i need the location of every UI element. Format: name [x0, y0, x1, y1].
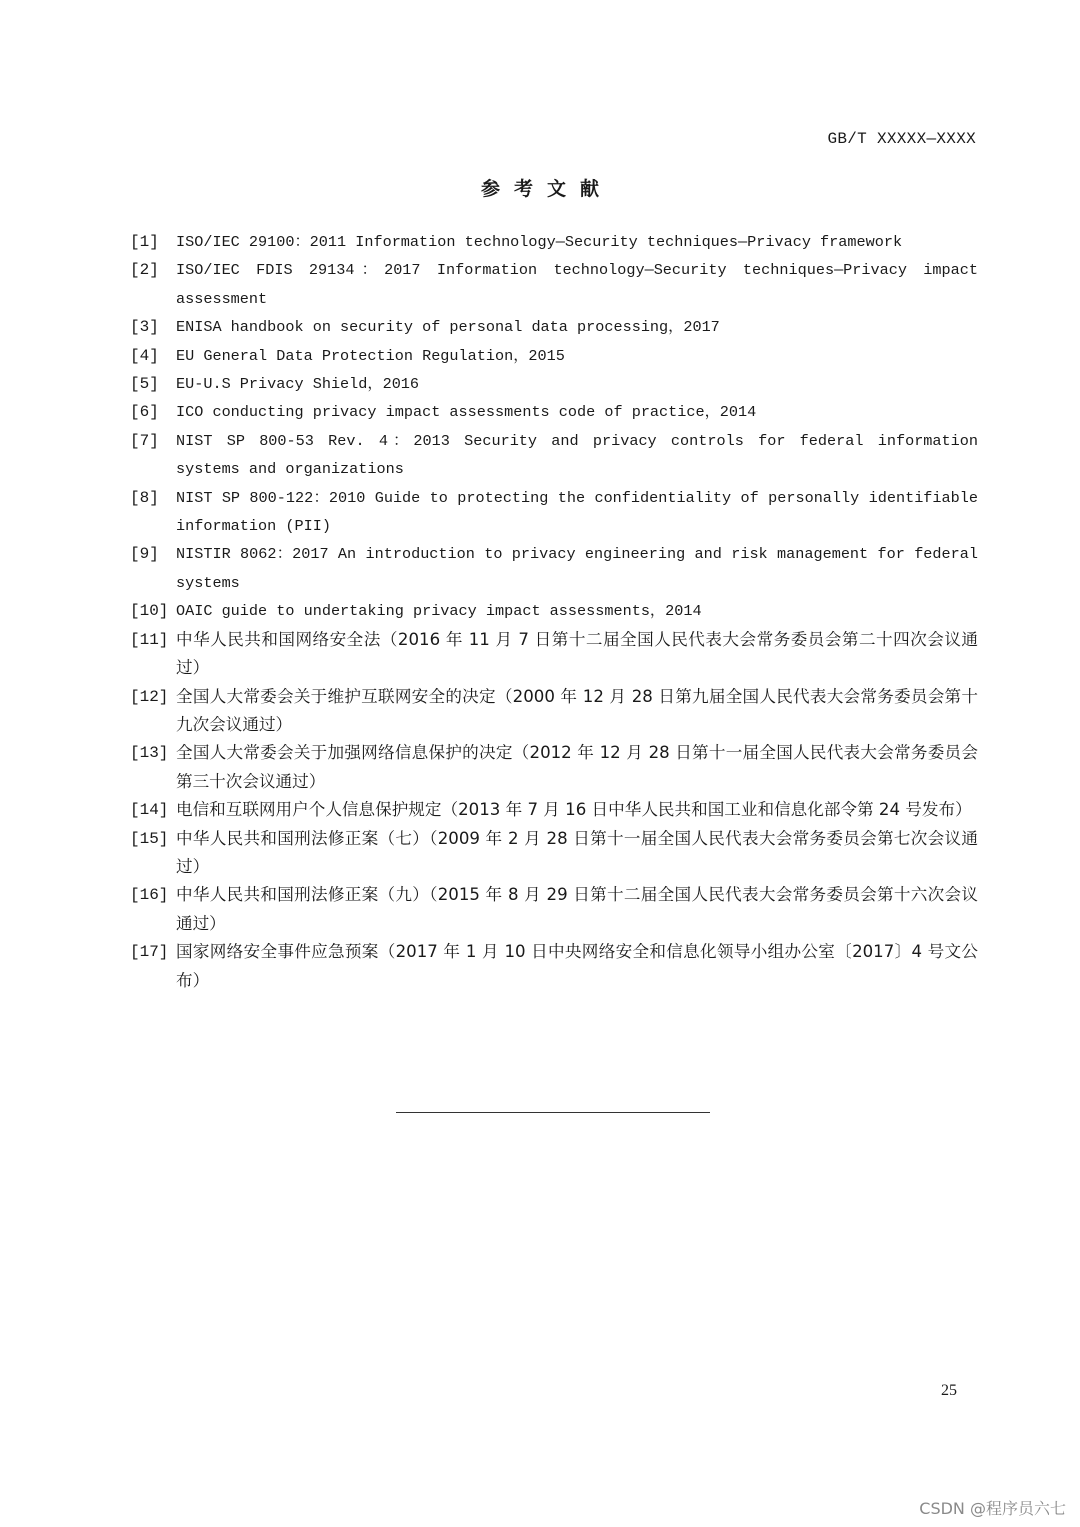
reference-text: ISO/IEC 29100：2011 Information technology—Security techniques—Privacy framework: [176, 233, 903, 251]
reference-item: [130, 881, 978, 938]
reference-item: [130, 540, 978, 597]
reference-number: [11]: [130, 630, 169, 649]
reference-item: [130, 938, 978, 995]
reference-text: 国家网络安全事件应急预案（2017 年 1 月 10 日中央网络安全和信息化领导小组办公室〔2017〕4 号文公布）: [176, 942, 978, 990]
reference-number: [16]: [130, 886, 169, 905]
reference-number: [2]: [130, 261, 159, 280]
reference-number: [3]: [130, 318, 159, 337]
reference-item: [130, 427, 978, 484]
reference-text: ICO conducting privacy impact assessments code of practice，2014: [176, 403, 757, 422]
page-number: 25: [941, 1382, 957, 1399]
reference-item: [130, 739, 978, 796]
reference-text: EU-U.S Privacy Shield，2016: [176, 375, 420, 394]
reference-text: 全国人大常委会关于加强网络信息保护的决定（2012 年 12 月 28 日第十一届全国人民代表大会常务委员会第三十次会议通过）: [176, 743, 978, 791]
reference-text: 电信和互联网用户个人信息保护规定（2013 年 7 月 16 日中华人民共和国工业和信息化部令第 24 号发布）: [176, 800, 972, 820]
reference-text: OAIC guide to undertaking privacy impact assessments，2014: [176, 602, 702, 621]
reference-number: [7]: [130, 431, 159, 450]
reference-number: [5]: [130, 375, 159, 394]
reference-item: [130, 484, 978, 541]
reference-number: [13]: [130, 744, 169, 763]
reference-text: NIST SP 800-53 Rev. 4：2013 Security and privacy controls for federal information systems and organizations: [176, 431, 978, 479]
reference-number: [9]: [130, 545, 159, 564]
reference-text: ISO/IEC FDIS 29134：2017 Information technology—Security techniques—Privacy impact assessment: [176, 261, 978, 308]
reference-item: [130, 398, 978, 426]
reference-text: ENISA handbook on security of personal data processing，2017: [176, 318, 720, 337]
reference-number: [10]: [130, 602, 169, 621]
reference-list: [130, 228, 978, 995]
reference-text: 中华人民共和国刑法修正案（九）（2015 年 8 月 29 日第十二届全国人民代表大会常务委员会第十六次会议通过）: [176, 885, 978, 933]
reference-item: [130, 313, 978, 341]
reference-number: [14]: [130, 801, 169, 820]
reference-text: NISTIR 8062：2017 An introduction to privacy engineering and risk management for federal systems: [176, 545, 978, 592]
reference-text: NIST SP 800-122：2010 Guide to protecting the confidentiality of personally identifiable information (PII): [176, 488, 978, 536]
reference-item: [130, 228, 978, 256]
reference-item: [130, 796, 978, 824]
reference-item: [130, 683, 978, 740]
reference-item: [130, 626, 978, 683]
reference-item: [130, 597, 978, 625]
reference-item: [130, 256, 978, 313]
watermark: CSDN @程序员六七: [919, 1499, 1066, 1518]
reference-item: [130, 342, 978, 370]
reference-number: [17]: [130, 943, 169, 962]
reference-number: [6]: [130, 403, 159, 422]
reference-item: [130, 370, 978, 398]
reference-number: [12]: [130, 687, 169, 706]
reference-text: EU General Data Protection Regulation，2015: [176, 346, 565, 365]
standard-code: GB/T XXXXX—XXXX: [827, 130, 976, 148]
end-divider: [396, 1112, 710, 1113]
reference-number: [1]: [130, 233, 159, 251]
reference-item: [130, 825, 978, 882]
reference-number: [15]: [130, 829, 169, 848]
reference-text: 全国人大常委会关于维护互联网安全的决定（2000 年 12 月 28 日第九届全国人民代表大会常务委员会第十九次会议通过）: [176, 686, 978, 734]
reference-text: 中华人民共和国网络安全法（2016 年 11 月 7 日第十二届全国人民代表大会常务委员会第二十四次会议通过）: [176, 629, 978, 678]
reference-number: [4]: [130, 346, 159, 365]
page-title: 参考文献: [480, 178, 613, 200]
reference-number: [8]: [130, 488, 159, 507]
reference-text: 中华人民共和国刑法修正案（七）（2009 年 2 月 28 日第十一届全国人民代表大会常务委员会第七次会议通过）: [176, 828, 978, 876]
